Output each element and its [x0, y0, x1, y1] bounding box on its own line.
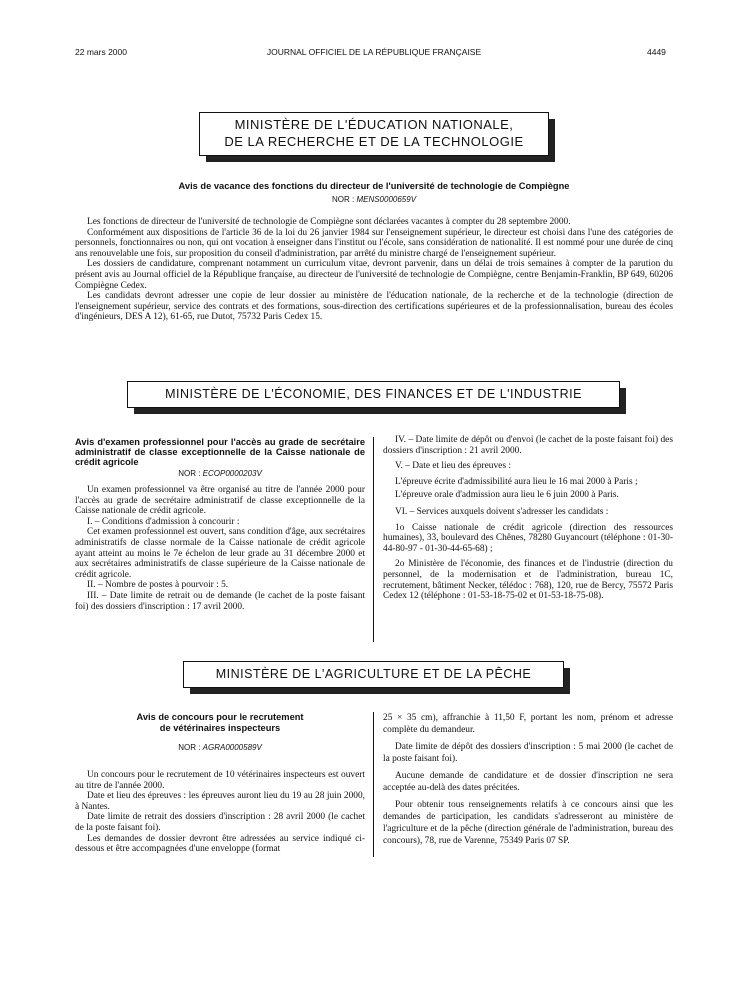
- paragraph: 25 × 35 cm), affranchie à 11,50 F, portant les nom, prénom et adresse complète du demandeur.: [383, 713, 673, 735]
- paragraph: 2o Ministère de l'économie, des finances et de l'industrie (direction du personnel, de la modernisation et de l'administration, bureau 1C, recrutement, bâtiment Necker, télédoc : 768), 120, rue de Bercy, 75572 Paris Cedex 12 (téléphone : 01-53-18-75-02 et 01-53-18-75-08).: [383, 559, 673, 602]
- notice-title-line1: Avis de concours pour le recrutement: [136, 712, 304, 722]
- paragraph: V. – Date et lieu des épreuves :: [395, 461, 511, 472]
- paragraph: Conformément aux dispositions de l'article 36 de la loi du 26 janvier 1984 sur l'enseignement supérieur, le directeur est choisi dans l'une des catégories de personnels, fonctionnaires ou non, qui ont vocation à enseigner dans l'institut ou l'école, sans considération de nationalité. Il est nommé pour une durée de cinq ans renouvelable une fois, sur proposition du conseil d'administration, par arrêté du ministre chargé de l'enseignement supérieur.: [75, 227, 673, 259]
- ministry-name: MINISTÈRE DE L'AGRICULTURE ET DE LA PÊCHE: [215, 667, 532, 681]
- paragraph: VI. – Services auxquels doivent s'adresser les candidats :: [395, 506, 609, 517]
- nor-code: MENS0000659V: [356, 195, 417, 204]
- notice-title: Avis de vacance des fonctions du directeur de l'université de technologie de Compiègne: [178, 181, 570, 191]
- paragraph: Un examen professionnel va être organisé au titre de l'année 2000 pour l'accès au grade de secrétaire administratif de classe exceptionnelle de la Caisse nationale de crédit agricole.: [75, 485, 365, 517]
- ministry-box-agriculture: [183, 661, 564, 688]
- paragraph: Les fonctions de directeur de l'université de technologie de Compiègne sont déclarées vacantes à compter du 28 septembre 2000.: [87, 217, 571, 227]
- paragraph: III. – Date limite de retrait ou de demande (le cachet de la poste faisant foi) des dossiers d'inscription : 17 avril 2000.: [75, 590, 365, 612]
- paragraph: Date limite de dépôt des dossiers d'inscription : 5 mai 2000 (le cachet de la poste faisant foi).: [383, 742, 673, 764]
- notice-body: [75, 217, 673, 323]
- paragraph: I. – Conditions d'admission à concourir :: [87, 516, 240, 527]
- nor-label: NOR :: [178, 469, 201, 478]
- notice-title: Avis d'examen professionnel pour l'accès au grade de secrétaire administratif de classe exceptionnelle de la Caisse nationale de crédit agricole: [75, 437, 365, 467]
- notice-title-line2: de vétérinaires inspecteurs: [159, 722, 281, 733]
- left-column-body: [75, 485, 365, 612]
- nor-code: AGRA0000589V: [202, 743, 262, 752]
- paragraph: II. – Nombre de postes à pourvoir : 5.: [87, 580, 229, 591]
- paragraph: Un concours pour le recrutement de 10 vétérinaires inspecteurs est ouvert au titre de l'année 2000.: [75, 770, 365, 791]
- paragraph: Cet examen professionnel est ouvert, sans condition d'âge, aux secrétaires administratifs de classe normale de la Caisse nationale de crédit agricole ayant atteint au moins le 7e échelon de leur grade au 31 décembre 2000 et aux secrétaires administratifs de classe supérieure de la Caisse nationale de crédit agricole.: [75, 527, 365, 580]
- paragraph: Date et lieu des épreuves : les épreuves auront lieu du 19 au 28 juin 2000, à Nantes.: [75, 791, 365, 812]
- header-journal: JOURNAL OFFICIEL DE LA RÉPUBLIQUE FRANÇAISE: [266, 47, 482, 57]
- column-divider: [373, 437, 374, 642]
- ministry-name: MINISTÈRE DE L'ÉCONOMIE, DES FINANCES ET DE L'INDUSTRIE: [165, 387, 582, 401]
- ministry-name-line2: DE LA RECHERCHE ET DE LA TECHNOLOGIE: [224, 134, 524, 149]
- paragraph: L'épreuve écrite d'admissibilité aura lieu le 16 mai 2000 à Paris ;: [395, 476, 638, 487]
- paragraph: Les candidats devront adresser une copie de leur dossier au ministère de l'éducation nationale, de la recherche et de la technologie (direction de l'enseignement supérieur, service des contrats et des formations, sous-direction des certifications supérieures et de la professionnalisation, bureau des écoles d'ingénieurs, DES A 12), 61-65, rue Dutot, 75732 Paris Cedex 15.: [75, 291, 673, 323]
- nor-reference: [75, 469, 365, 478]
- nor-reference: [75, 195, 673, 204]
- right-column-body: [383, 712, 673, 847]
- paragraph: Date limite de retrait des dossiers d'inscription : 28 avril 2000 (le cachet de la poste faisant foi).: [75, 812, 365, 833]
- right-column-body: [383, 435, 673, 602]
- header-page-number: 4449: [647, 47, 666, 57]
- ministry-name-line1: MINISTÈRE DE L'ÉDUCATION NATIONALE,: [234, 117, 514, 132]
- paragraph: IV. – Date limite de dépôt ou d'envoi (le cachet de la poste faisant foi) des dossiers d'inscription : 21 avril 2000.: [383, 435, 673, 456]
- nor-reference: [75, 743, 365, 752]
- column-divider: [373, 712, 374, 857]
- nor-label: NOR :: [331, 195, 355, 204]
- paragraph: Aucune demande de candidature et de dossier d'inscription ne sera acceptée au-delà des dates précitées.: [383, 771, 673, 793]
- paragraph: Les dossiers de candidature, comprenant notamment un curriculum vitae, devront parvenir, dans un délai de trois semaines à compter de la parution du présent avis au Journal officiel de la République française, au directeur de l'université de technologie de Compiègne, centre Benjamin-Franklin, BP 649, 60206 Compiègne Cedex.: [75, 259, 673, 291]
- nor-label: NOR :: [178, 743, 201, 752]
- ministry-box-education: [199, 112, 549, 156]
- paragraph: Les demandes de dossier devront être adressées au service indiqué ci-dessous et être accompagnées d'une enveloppe (format: [75, 833, 365, 855]
- header-date: 22 mars 2000: [75, 47, 127, 57]
- paragraph: 1o Caisse nationale de crédit agricole (direction des ressources humaines), 33, boulevard des Chênes, 78280 Guyancourt (téléphone : 01-30-44-80-97 - 01-30-44-65-68) ;: [383, 522, 673, 554]
- ministry-box-economy: [127, 381, 620, 408]
- paragraph: L'épreuve orale d'admission aura lieu le 6 juin 2000 à Paris.: [395, 490, 619, 501]
- notice-title: [75, 712, 365, 733]
- left-column-body: [75, 770, 365, 855]
- nor-code: ECOP0000203V: [202, 469, 262, 478]
- paragraph: Pour obtenir tous renseignements relatifs à ce concours ainsi que les demandes de participation, les candidats s'adresseront au ministère de l'agriculture et de la pêche (direction générale de l'administration, bureau des concours), 78, rue de Varenne, 75349 Paris 07 SP.: [383, 800, 673, 846]
